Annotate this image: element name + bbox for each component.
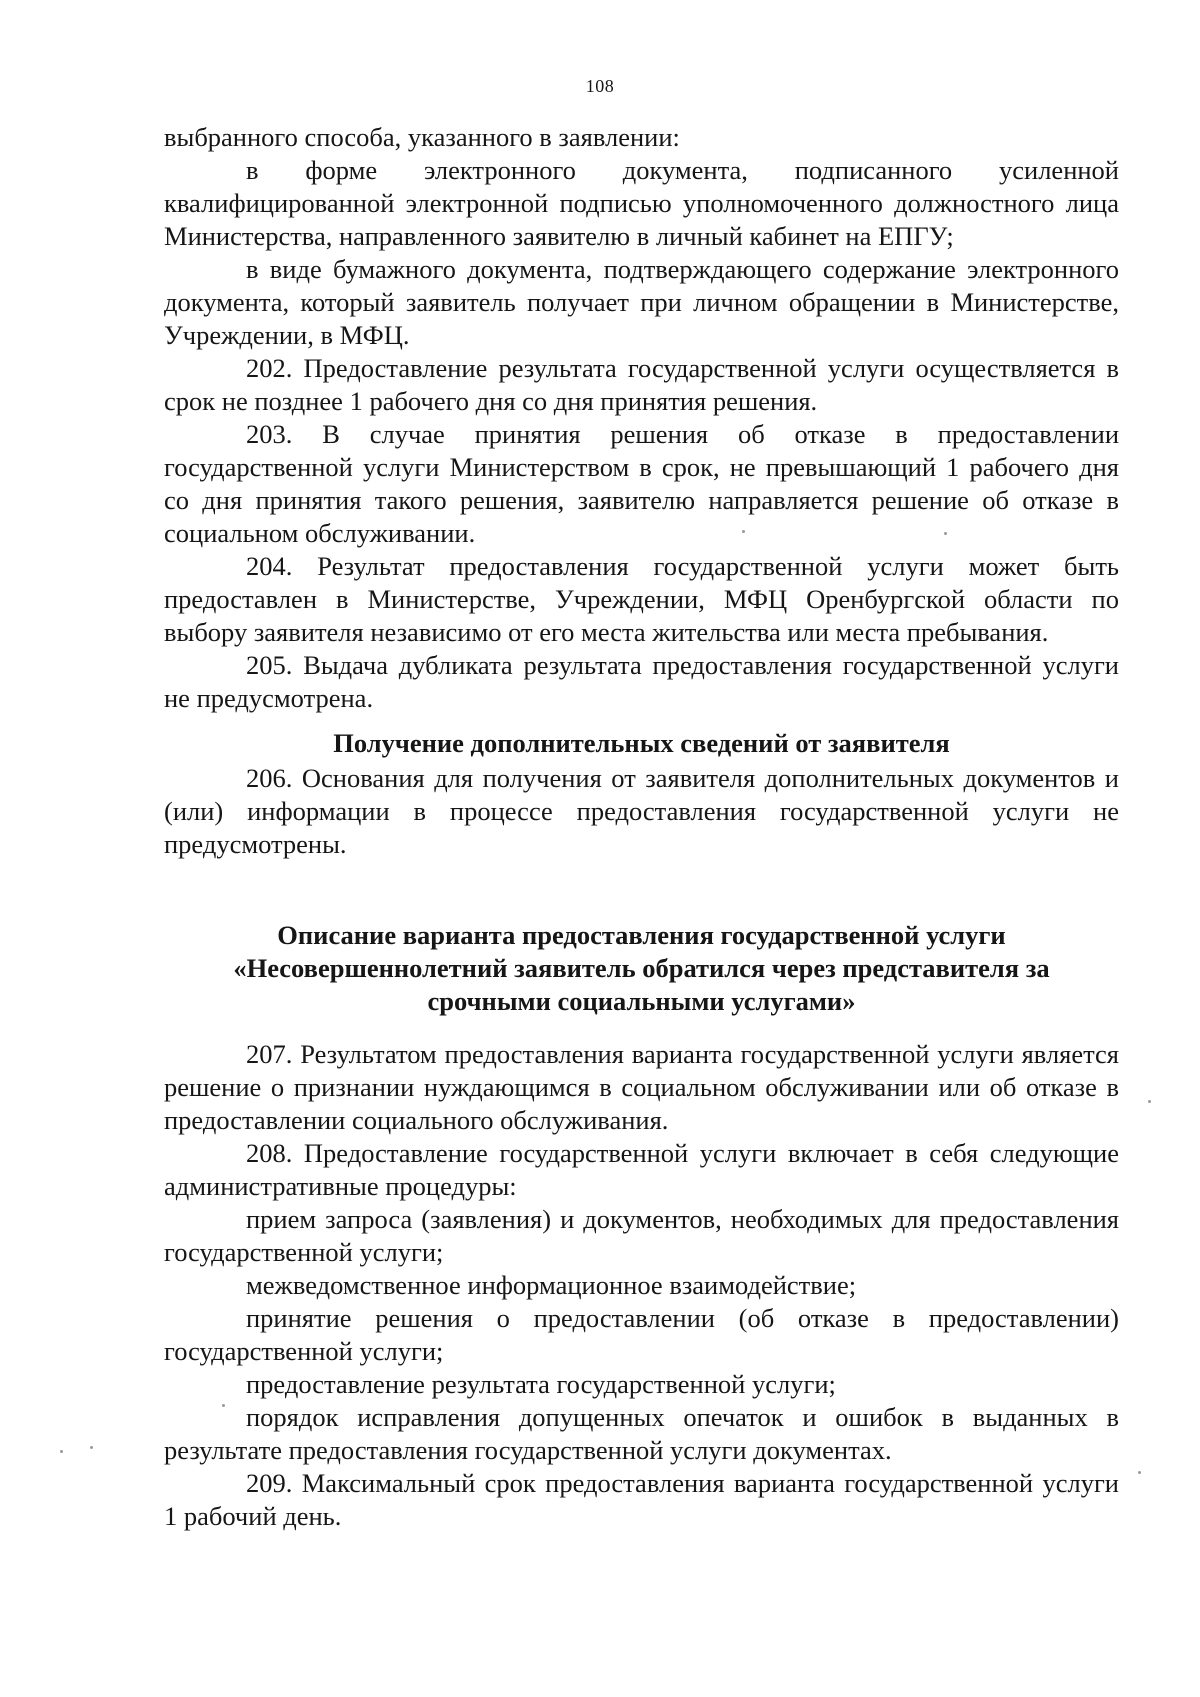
heading-line-3: срочными социальными услугами» [427, 986, 856, 1016]
section-result-delivery [164, 121, 1119, 715]
paragraph-204: 204. Результат предоставления государственной услуги может быть предоставлен в Министерстве, Учреждении, МФЦ Оренбургской области по выбору заявителя независимо от его места жительства или места пребывания. [164, 551, 1119, 647]
procedure-item-interagency: межведомственное информационное взаимодействие; [246, 1270, 857, 1300]
procedure-item-result: предоставление результата государственной услуги; [246, 1369, 836, 1399]
scan-speck [90, 1446, 93, 1449]
paragraph-208: 208. Предоставление государственной услуги включает в себя следующие административные процедуры: [164, 1138, 1119, 1201]
section-variant-description [164, 919, 1119, 1533]
paragraph-209: 209. Максимальный срок предоставления варианта государственной услуги 1 рабочий день. [164, 1468, 1119, 1531]
section-heading-variant [164, 919, 1119, 1018]
paragraph-206: 206. Основания для получения от заявителя дополнительных документов и (или) информации в процессе предоставления государственной услуги не предусмотрены. [164, 763, 1119, 859]
scan-speck [1148, 1100, 1151, 1103]
page-number: 108 [585, 76, 615, 96]
heading-line-1: Описание варианта предоставления государственной услуги [277, 920, 1006, 950]
scan-speck [1138, 1471, 1141, 1474]
paragraph-202: 202. Предоставление результата государственной услуги осуществляется в срок не позднее 1 рабочего дня со дня принятия решения. [164, 353, 1119, 416]
paragraph-205: 205. Выдача дубликата результата предоставления государственной услуги не предусмотрена. [164, 650, 1119, 713]
paragraph-paper-form: в виде бумажного документа, подтверждающего содержание электронного документа, который заявитель получает при личном обращении в Министерстве, Учреждении, в МФЦ. [164, 254, 1119, 350]
scan-speck [60, 1450, 63, 1453]
section-additional-info [164, 727, 1119, 861]
heading-line-2: «Несовершеннолетний заявитель обратился через представителя за [233, 953, 1050, 983]
scan-speck [222, 1404, 225, 1407]
procedure-item-request: прием запроса (заявления) и документов, необходимых для предоставления государственной услуги; [164, 1204, 1119, 1267]
scan-speck [742, 530, 745, 533]
section-heading-additional-info: Получение дополнительных сведений от заявителя [333, 728, 950, 758]
procedure-item-corrections: порядок исправления допущенных опечаток и ошибок в выданных в результате предоставления государственной услуги документах. [164, 1402, 1119, 1465]
procedure-item-decision: принятие решения о предоставлении (об отказе в предоставлении) государственной услуги; [164, 1303, 1119, 1366]
paragraph-intro: выбранного способа, указанного в заявлении: [164, 122, 680, 152]
document-body [164, 121, 1119, 1533]
paragraph-207: 207. Результатом предоставления варианта государственной услуги является решение о признании нуждающимся в социальном обслуживании или об отказе в предоставлении социального обслуживания. [164, 1039, 1119, 1135]
paragraph-203: 203. В случае принятия решения об отказе в предоставлении государственной услуги Министерством в срок, не превышающий 1 рабочего дня со дня принятия такого решения, заявителю направляется решение об отказе в социальном обслуживании. [164, 419, 1119, 548]
scan-speck [944, 532, 947, 535]
paragraph-electronic-form: в форме электронного документа, подписанного усиленной квалифицированной электронной подписью уполномоченного должностного лица Министерства, направленного заявителю в личный кабинет на ЕПГУ; [164, 155, 1119, 251]
